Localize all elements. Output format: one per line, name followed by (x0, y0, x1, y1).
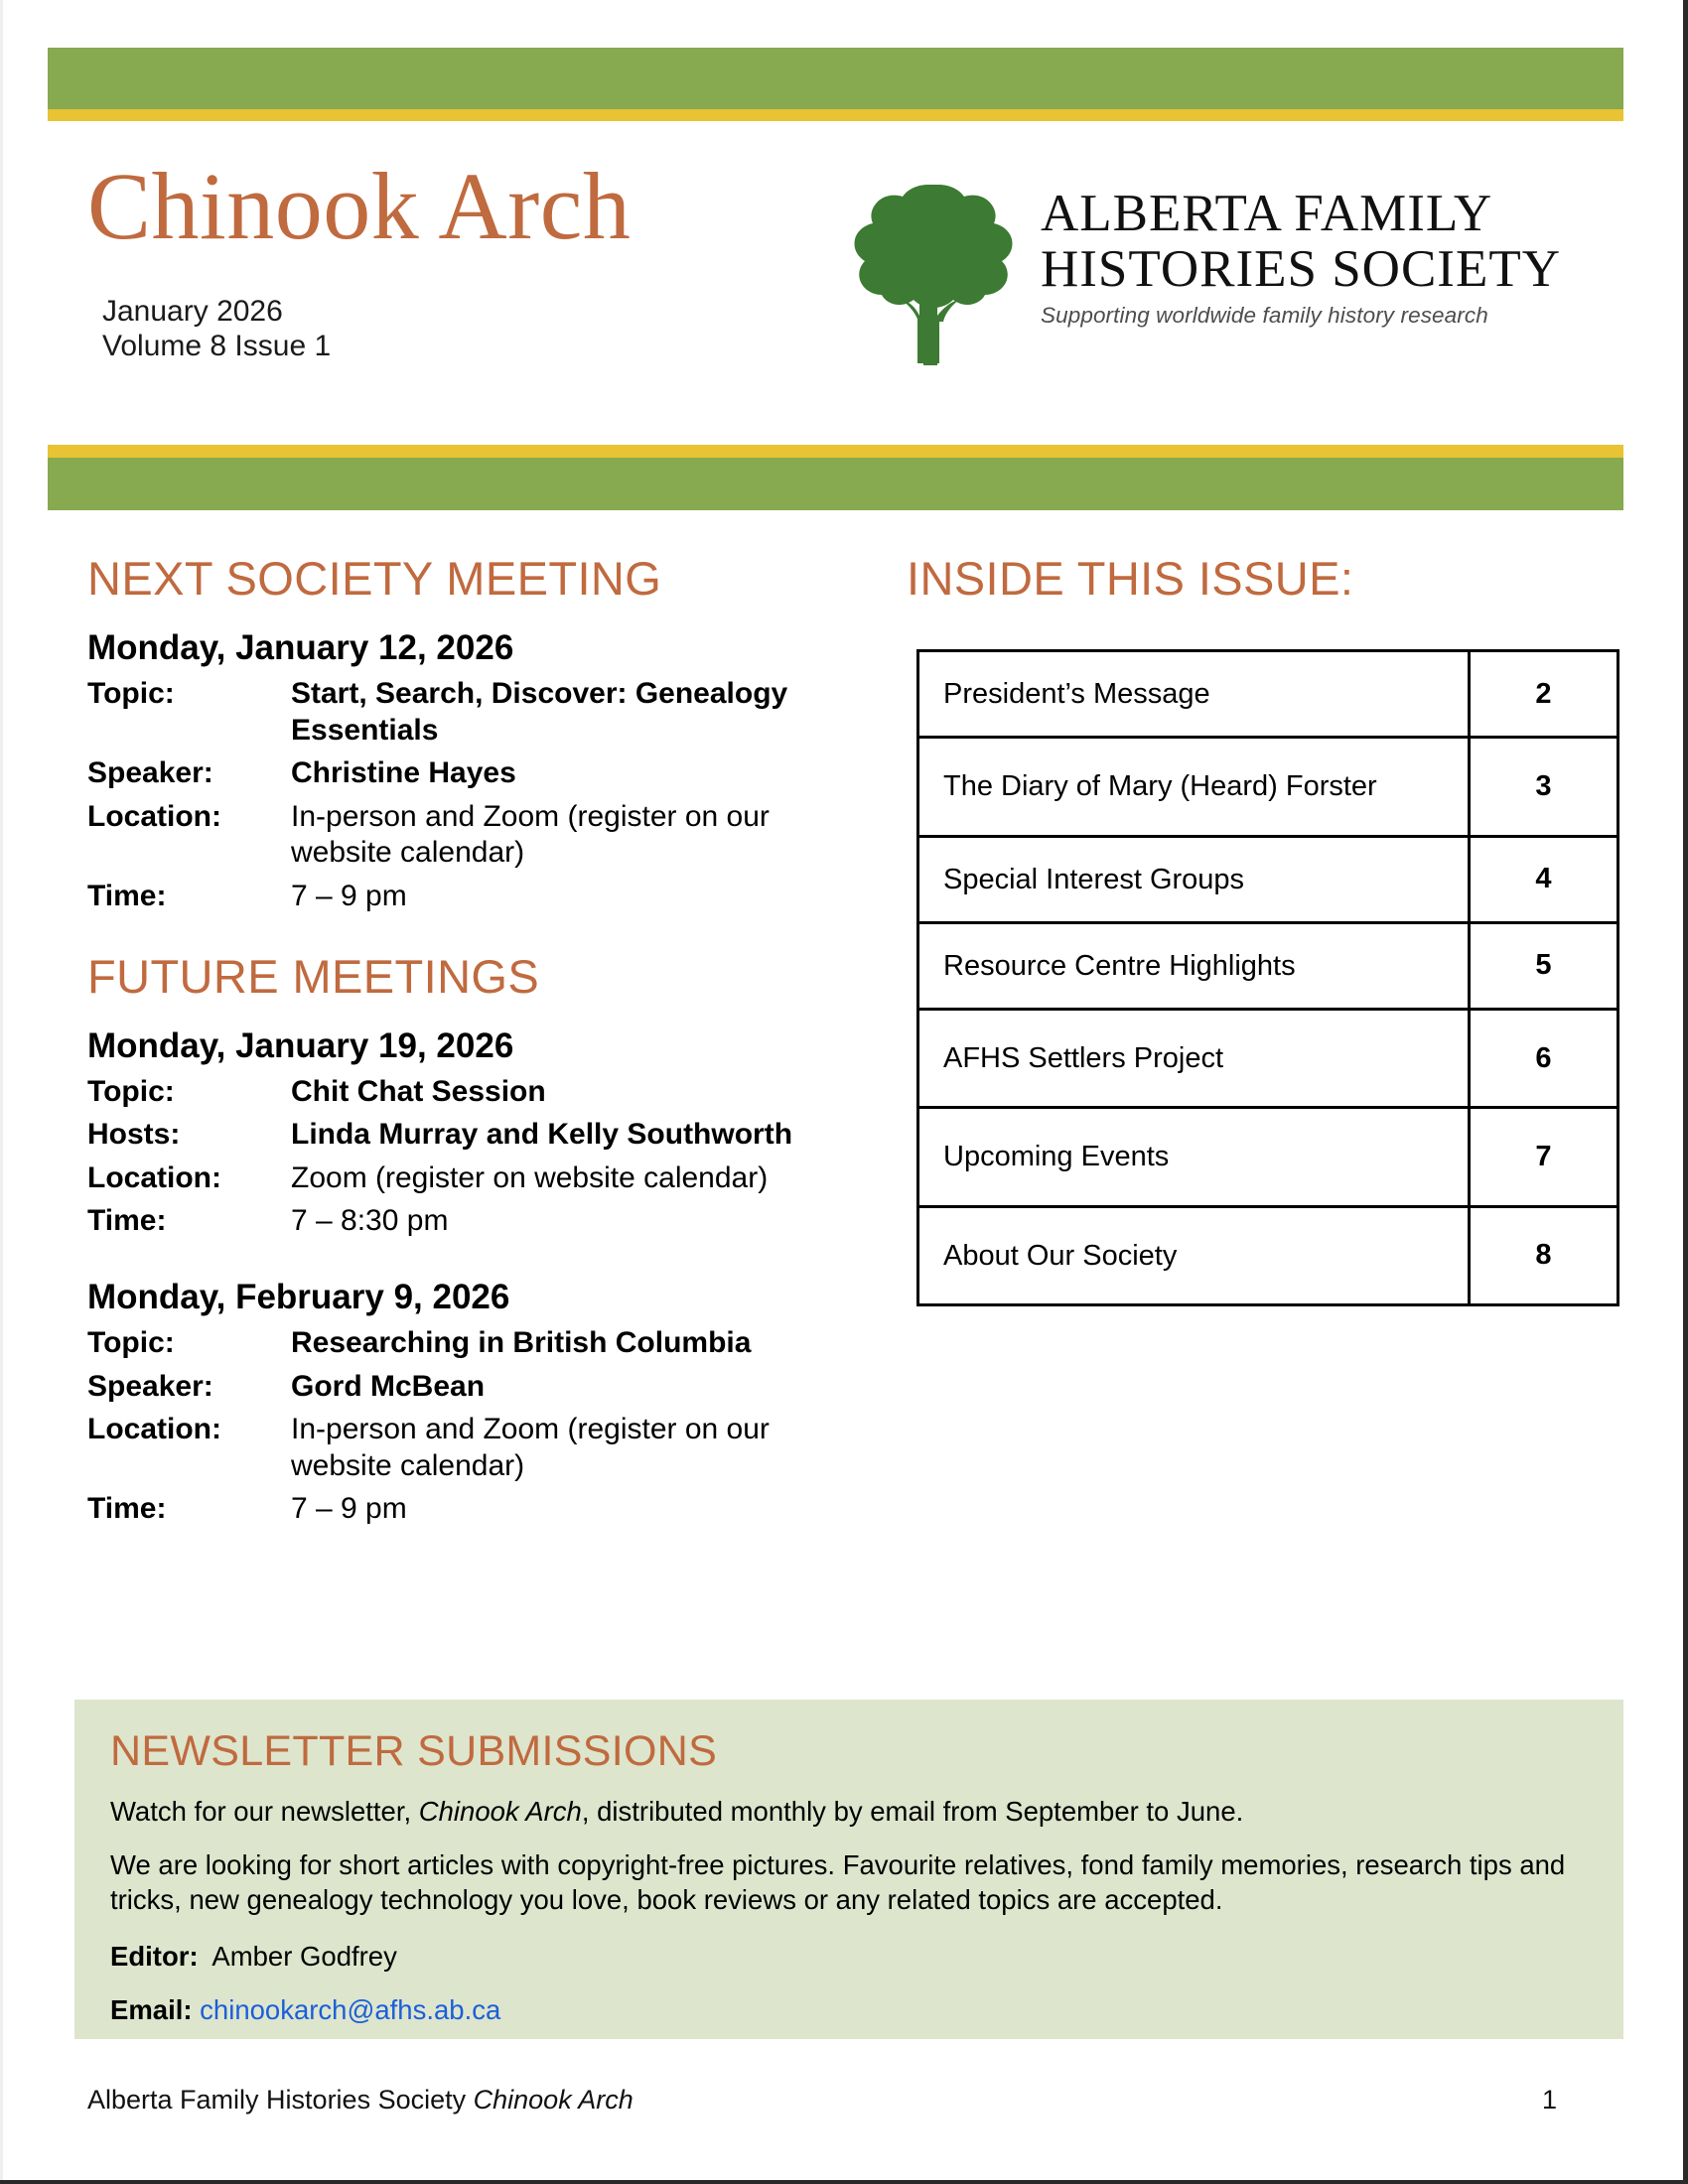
issue-date: January 2026 (102, 295, 283, 328)
banner-gold-bar (48, 109, 1623, 121)
inside-this-issue-column (907, 551, 1572, 1306)
submissions-paragraph-1 (110, 1794, 1588, 1829)
future-2-time-row (87, 1491, 872, 1528)
time-value: 7 – 9 pm (291, 879, 407, 912)
page-footer (87, 2085, 1557, 2116)
location-label: Location: (87, 799, 221, 833)
toc-title: Resource Centre Highlights (918, 922, 1470, 1009)
future-2-topic-row (87, 1325, 872, 1362)
submissions-paragraph-2: We are looking for short articles with copyright-free pictures. Favourite relatives, fond family memories, research tips and tricks, new genealogy technology you love, book reviews or any related topics are accepted. (110, 1849, 1566, 1916)
page-edge-bottom (0, 2180, 1688, 2184)
logo-tagline: Supporting worldwide family history research (1041, 303, 1488, 329)
toc-title: The Diary of Mary (Heard) Forster (918, 738, 1470, 836)
time-value: 7 – 8:30 pm (291, 1204, 449, 1238)
next-meeting-heading: NEXT SOCIETY MEETING (87, 552, 662, 605)
volume-issue: Volume 8 Issue 1 (102, 330, 332, 363)
logo-line-1: ALBERTA FAMILY (1041, 185, 1493, 242)
future-1-topic-row (87, 1074, 872, 1111)
next-meeting-speaker-row (87, 755, 872, 792)
topic-label: Topic: (87, 1325, 175, 1359)
top-banner (48, 48, 1623, 121)
time-label: Time: (87, 1492, 167, 1526)
next-meeting-date: Monday, January 12, 2026 (87, 628, 514, 667)
toc-page: 2 (1470, 651, 1618, 738)
page-edge-left (0, 0, 3, 2184)
future-meeting-2-date: Monday, February 9, 2026 (87, 1277, 510, 1316)
inside-this-issue-heading: INSIDE THIS ISSUE: (907, 552, 1354, 605)
toc-title: AFHS Settlers Project (918, 1010, 1470, 1108)
editor-name: Amber Godfrey (211, 1940, 397, 1972)
future-2-location-row (87, 1412, 872, 1484)
toc-page: 6 (1470, 1010, 1618, 1108)
speaker-label: Speaker: (87, 1369, 213, 1403)
location-label: Location: (87, 1413, 221, 1446)
footer-page-number: 1 (1541, 2085, 1557, 2115)
banner-green-bar-2 (48, 458, 1623, 510)
email-line (110, 1992, 1588, 2027)
table-row (918, 922, 1618, 1009)
time-label: Time: (87, 1204, 167, 1238)
future-meetings-heading: FUTURE MEETINGS (87, 949, 540, 1003)
toc-title: Special Interest Groups (918, 836, 1470, 922)
email-link[interactable]: chinookarch@afhs.ab.ca (200, 1993, 501, 2025)
future-meeting-1-date: Monday, January 19, 2026 (87, 1025, 514, 1065)
future-1-hosts-row (87, 1117, 872, 1154)
para1-after: , distributed monthly by email from September to June. (581, 1796, 1244, 1827)
masthead-title: Chinook Arch (87, 153, 632, 259)
submissions-heading: NEWSLETTER SUBMISSIONS (110, 1727, 718, 1775)
meetings-column (87, 551, 872, 1535)
topic-value: Start, Search, Discover: Genealogy Essentials (291, 677, 788, 747)
next-meeting-time-row (87, 879, 872, 915)
topic-label: Topic: (87, 1074, 175, 1108)
future-2-speaker-row (87, 1369, 872, 1406)
footer-publication: Chinook Arch (473, 2085, 633, 2115)
society-logo (814, 177, 1599, 365)
hosts-value: Linda Murray and Kelly Southworth (291, 1118, 793, 1152)
speaker-value: Christine Hayes (291, 756, 516, 790)
footer-text (87, 2085, 633, 2116)
newsletter-submissions-box (74, 1700, 1623, 2039)
footer-society: Alberta Family Histories Society (87, 2085, 467, 2115)
editor-line (110, 1939, 1588, 1974)
future-1-time-row (87, 1203, 872, 1240)
speaker-value: Gord McBean (291, 1369, 486, 1403)
logo-wordmark (1041, 187, 1597, 329)
toc-page: 5 (1470, 922, 1618, 1009)
table-row (918, 1206, 1618, 1304)
location-value: In-person and Zoom (register on our website calendar) (291, 799, 770, 870)
future-1-location-row (87, 1160, 872, 1197)
para1-publication: Chinook Arch (418, 1796, 582, 1827)
table-row (918, 1108, 1618, 1206)
next-meeting-topic-row (87, 676, 872, 749)
topic-value: Chit Chat Session (291, 1074, 546, 1108)
toc-title: Upcoming Events (918, 1108, 1470, 1206)
table-row (918, 651, 1618, 738)
time-value: 7 – 9 pm (291, 1492, 407, 1526)
table-row (918, 1010, 1618, 1108)
topic-label: Topic: (87, 677, 175, 710)
toc-page: 8 (1470, 1206, 1618, 1304)
page-edge-right (1683, 0, 1688, 2184)
banner-gold-bar-2 (48, 445, 1623, 458)
masthead-issue-info (102, 294, 331, 364)
table-row (918, 836, 1618, 922)
topic-value: Researching in British Columbia (291, 1325, 752, 1359)
location-label: Location: (87, 1160, 221, 1194)
speaker-label: Speaker: (87, 756, 213, 790)
location-value: In-person and Zoom (register on our website calendar) (291, 1413, 770, 1482)
table-row (918, 738, 1618, 836)
toc-page: 7 (1470, 1108, 1618, 1206)
editor-label: Editor: (110, 1940, 199, 1972)
hosts-label: Hosts: (87, 1118, 181, 1152)
email-label: Email: (110, 1993, 193, 2025)
toc-title: President’s Message (918, 651, 1470, 738)
location-value: Zoom (register on website calendar) (291, 1160, 769, 1194)
logo-line-2: HISTORIES SOCIETY (1041, 239, 1561, 298)
time-label: Time: (87, 879, 167, 912)
toc-page: 3 (1470, 738, 1618, 836)
header-bottom-banner (48, 445, 1623, 510)
next-meeting-location-row (87, 799, 872, 872)
toc-page: 4 (1470, 836, 1618, 922)
tree-icon (814, 177, 1043, 365)
banner-green-bar (48, 48, 1623, 109)
para1-before: Watch for our newsletter, (110, 1796, 419, 1827)
toc-title: About Our Society (918, 1206, 1470, 1304)
table-of-contents (916, 649, 1619, 1306)
